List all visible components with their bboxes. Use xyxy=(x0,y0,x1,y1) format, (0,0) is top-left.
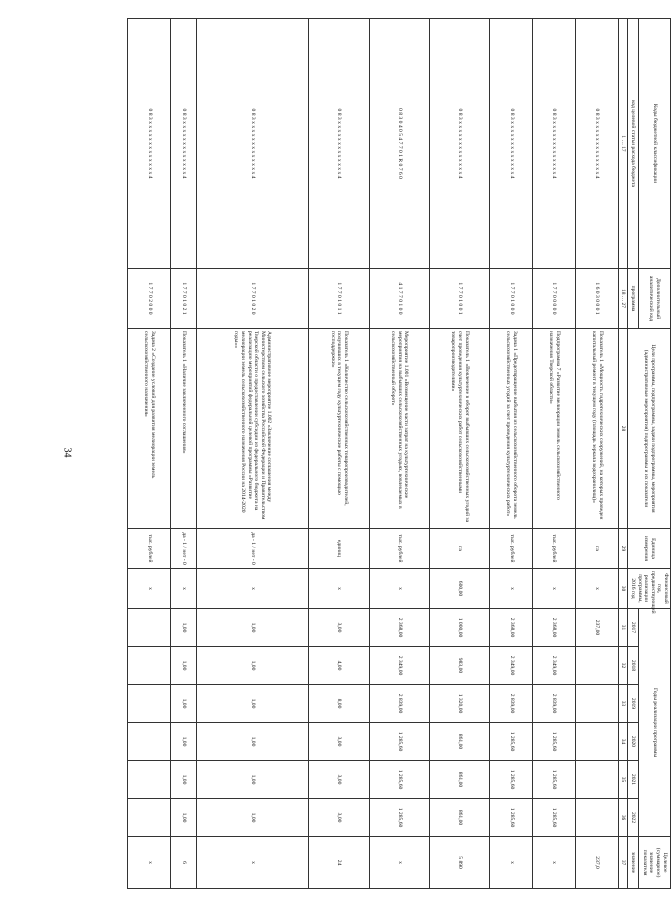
program-table xyxy=(127,18,671,889)
year-value-cell: 861,00 xyxy=(430,723,490,761)
year-1: 2017 xyxy=(628,609,638,647)
scanned-sheet xyxy=(66,0,669,905)
year-value-cell: 1 285,60 xyxy=(369,723,429,761)
year-value-cell: 3,00 xyxy=(309,723,369,761)
year-value-cell: 8,00 xyxy=(309,685,369,723)
year-value-cell: 1,00 xyxy=(196,799,309,837)
kbk-code-cell: 0 8 3 x x x x x x x x x x x x x 4 xyxy=(171,19,196,269)
dop-code-cell: 1 7 7 0 1 0 1 1 xyxy=(309,269,369,329)
year-value-cell: 3,00 xyxy=(309,609,369,647)
year-value-cell: 1 000,00 xyxy=(430,609,490,647)
year-value-cell: 4,00 xyxy=(309,647,369,685)
dop-code-cell: 1 7 7 0 2 0 0 0 xyxy=(128,269,171,329)
table-row xyxy=(369,19,429,889)
table-row xyxy=(533,19,576,889)
year-value-cell: 2 349,00 xyxy=(490,647,533,685)
target-value-cell: 5 890 xyxy=(430,837,490,889)
year-3: 2019 xyxy=(628,685,638,723)
table-row xyxy=(490,19,533,889)
year-value-cell: 1,00 xyxy=(171,723,196,761)
year-value-cell xyxy=(128,685,171,723)
unit-cell: га xyxy=(430,529,490,569)
base-year-cell: x xyxy=(490,569,533,609)
base-year-cell: x xyxy=(576,569,619,609)
dop-code-cell: 1 7 7 0 1 0 2 1 xyxy=(171,269,196,329)
year-value-cell xyxy=(576,647,619,685)
base-year-cell: x xyxy=(533,569,576,609)
dop-code-cell: 4 1 7 7 0 1 0 0 xyxy=(369,269,429,329)
base-year-cell: x xyxy=(171,569,196,609)
year-value-cell xyxy=(128,647,171,685)
base-year-cell: x xyxy=(369,569,429,609)
target-value-cell: x xyxy=(490,837,533,889)
year-value-cell: 861,00 xyxy=(430,799,490,837)
year-value-cell: 1,00 xyxy=(196,685,309,723)
year-value-cell: 1 320,00 xyxy=(430,685,490,723)
dop-code-cell: 1 7 7 0 1 0 0 0 xyxy=(490,269,533,329)
year-value-cell: 983,00 xyxy=(430,647,490,685)
year-value-cell xyxy=(576,761,619,799)
year-value-cell: 1 285,60 xyxy=(533,799,576,837)
num-base: 30 xyxy=(618,569,628,609)
year-value-cell xyxy=(128,761,171,799)
num-y1: 31 xyxy=(618,609,628,647)
target-header: Целевое (суммарное) значение показателя xyxy=(638,837,670,889)
year-value-cell: 1,00 xyxy=(171,609,196,647)
dop-code-cell: 1 7 7 0 0 0 0 0 xyxy=(533,269,576,329)
header-row-1 xyxy=(638,19,670,889)
num-y3: 33 xyxy=(618,685,628,723)
year-value-cell xyxy=(128,609,171,647)
goal-cell: Показатель 1 «Вовлечение в оборот выбывших сельскохозяйственных угодий за счет проведения культуртехнических работ сельскохозяйственными товаропроизводителями» xyxy=(430,329,490,529)
year-value-cell: 1 285,60 xyxy=(490,761,533,799)
unit-cell: тыс. рублей xyxy=(533,529,576,569)
year-6: 2022 xyxy=(628,799,638,837)
goal-cell: Задача 2 «Создание условий для развития мелиорации земель сельскохозяйственного назначения» xyxy=(128,329,171,529)
unit-cell: га xyxy=(576,529,619,569)
kbk-code-cell: 0 8 3 x x x x x x x x x x x x x 4 xyxy=(576,19,619,269)
unit-cell: тыс. рублей xyxy=(490,529,533,569)
target-value-cell: x xyxy=(196,837,309,889)
year-value-cell: 2 839,00 xyxy=(533,685,576,723)
year-value-cell: 2 839,00 xyxy=(369,685,429,723)
value-header: значение xyxy=(628,837,638,889)
kod-st-header: код целевой статьи расхода бюджета xyxy=(628,19,638,269)
column-number-row xyxy=(618,19,628,889)
unit-cell: единиц xyxy=(309,529,369,569)
target-value-cell: 24 xyxy=(309,837,369,889)
table-row xyxy=(430,19,490,889)
num-y2: 32 xyxy=(618,647,628,685)
kbk-code-cell: 0 8 3 x x x x x x x x x x x x x 4 xyxy=(430,19,490,269)
dop-code-cell: 1 6 0 3 0 0 0 1 xyxy=(576,269,619,329)
goal-cell: Показатель 1 «Наличие заключенного соглашения» xyxy=(171,329,196,529)
kbk-header: Коды бюджетной классификации xyxy=(638,19,670,269)
year-value-cell: 861,00 xyxy=(430,761,490,799)
kbk-code-cell: 0 8 3 0 4 0 5 4 7 7 0 1 R 0 7 6 0 xyxy=(369,19,429,269)
year-value-cell: 1,00 xyxy=(171,799,196,837)
year-value-cell: 3,00 xyxy=(309,761,369,799)
year-value-cell: 2 368,00 xyxy=(533,609,576,647)
year-value-cell: 1 285,60 xyxy=(533,723,576,761)
year-value-cell: 2 368,00 xyxy=(490,609,533,647)
year-value-cell: 1 285,60 xyxy=(490,723,533,761)
target-value-cell: x xyxy=(369,837,429,889)
goal-cell: Административное мероприятие 1.002 «Заключение соглашения между Министерством сельского хозяйства Российской Федерации и Правительством Тверской области о предоставлении субсидии из федерального бюджета на реализацию мероприятий федеральной целевой программы «Развитие мелиорации земель сельскохозяйственного назначения России на 2014-2020 годы»» xyxy=(196,329,309,529)
goal-cell: Показатель 1 «Количество сельскохозяйственных товаропроизводителей, получивших в текущем году культуртехнические работы с помощью господдержки» xyxy=(309,329,369,529)
kbk-code-cell: 0 8 3 x x x x x x x x x x x x x 4 xyxy=(309,19,369,269)
target-value-cell: x xyxy=(533,837,576,889)
year-value-cell: 2 368,00 xyxy=(369,609,429,647)
year-value-cell: 1,00 xyxy=(196,647,309,685)
year-value-cell: 1,00 xyxy=(171,761,196,799)
dop-code-cell: 1 7 7 0 1 0 0 1 xyxy=(430,269,490,329)
year-value-cell: 1,00 xyxy=(196,723,309,761)
dop-code-cell: 1 7 7 0 1 0 2 0 xyxy=(196,269,309,329)
base-year-cell: x xyxy=(128,569,171,609)
table-row xyxy=(171,19,196,889)
kbk-code-cell: 0 8 3 x x x x x x x x x x x x x 4 xyxy=(490,19,533,269)
year-value-cell: 1,00 xyxy=(196,609,309,647)
year-value-cell xyxy=(576,799,619,837)
year-4: 2020 xyxy=(628,723,638,761)
num-kbk: 1 … 17 xyxy=(618,19,628,269)
unit-cell: тыс. рублей xyxy=(369,529,429,569)
goal-cell: Показатель 1 «Мощность гидротехнических сооружений, на которых проведен капитальный ремонт в текущем году (площадь зеркала водохранилищ)» xyxy=(576,329,619,529)
num-y5: 35 xyxy=(618,761,628,799)
year-value-cell xyxy=(128,723,171,761)
rotated-table-wrapper xyxy=(131,18,671,888)
unit-cell: да - 1 / нет - 0 xyxy=(171,529,196,569)
year-value-cell: 1,00 xyxy=(171,647,196,685)
year-value-cell xyxy=(576,685,619,723)
year-value-cell: 237,00 xyxy=(576,609,619,647)
num-goal: 28 xyxy=(618,329,628,529)
year-value-cell xyxy=(128,799,171,837)
year-2: 2018 xyxy=(628,647,638,685)
num-y4: 34 xyxy=(618,723,628,761)
goal-cell: Мероприятие 1.001 «Возмещение части затрат на культуртехнические мероприятия на выбывших сельскохозяйственных угодьях, вовлекаемых в сельскохозяйственный оборот» xyxy=(369,329,429,529)
unit-cell: да - 1 / нет - 0 xyxy=(196,529,309,569)
year-5: 2021 xyxy=(628,761,638,799)
kbk-code-cell: 0 8 3 x x x x x x x x x x x x x 4 xyxy=(196,19,309,269)
num-target: 37 xyxy=(618,837,628,889)
year-value-cell: 1 285,60 xyxy=(369,799,429,837)
base-year-cell: x xyxy=(196,569,309,609)
kbk-code-cell: 0 8 3 x x x x x x x x x x x x x 4 xyxy=(128,19,171,269)
year-value-cell: 2 839,00 xyxy=(490,685,533,723)
table-row xyxy=(576,19,619,889)
year-value-cell: 1,00 xyxy=(171,685,196,723)
num-dop: 18 … 27 xyxy=(618,269,628,329)
goal-cell: Подпрограмма 7 «Развитие мелиорации земель сельскохозяйственного назначения Тверской области» xyxy=(533,329,576,529)
num-y6: 36 xyxy=(618,799,628,837)
kbk-code-cell: 0 8 3 x x x x x x x x x x x x x 4 xyxy=(533,19,576,269)
page-number: 34 xyxy=(61,447,73,458)
year-value-cell: 1 285,60 xyxy=(533,761,576,799)
year-value-cell: 2 349,00 xyxy=(369,647,429,685)
unit-header: Единица измерения xyxy=(628,529,671,569)
goal-cell: Задача 1 «Предотвращение выбытия из сельскохозяйственного оборота земель сельскохозяйственных угодий за счет проведения культуртехнических работ» xyxy=(490,329,533,529)
base-year-header: Финансовый год, предшествующий реализации программы, 2016 год xyxy=(628,569,671,609)
programma-header: программа xyxy=(628,269,638,329)
goal-header: Цели программы, подпрограммы, задачи подпрограммы, мероприятия (административные мероприятия) подпрограммы и их показатели xyxy=(628,329,671,529)
year-value-cell: 2 349,00 xyxy=(533,647,576,685)
year-value-cell: 1 285,60 xyxy=(369,761,429,799)
table-row xyxy=(309,19,369,889)
year-value-cell: 3,00 xyxy=(309,799,369,837)
unit-cell: тыс. рублей xyxy=(128,529,171,569)
table-row xyxy=(196,19,309,889)
target-value-cell: 237,0 xyxy=(576,837,619,889)
year-value-cell: 1 285,60 xyxy=(490,799,533,837)
base-year-cell: 600,00 xyxy=(430,569,490,609)
target-value-cell: 6 xyxy=(171,837,196,889)
num-unit: 29 xyxy=(618,529,628,569)
base-year-cell: x xyxy=(309,569,369,609)
target-value-cell: x xyxy=(128,837,171,889)
dop-header: Дополнительный аналитический код xyxy=(638,269,670,329)
years-header: Годы реализации программы xyxy=(638,609,670,837)
year-value-cell xyxy=(576,723,619,761)
year-value-cell: 1,00 xyxy=(196,761,309,799)
table-row xyxy=(128,19,171,889)
